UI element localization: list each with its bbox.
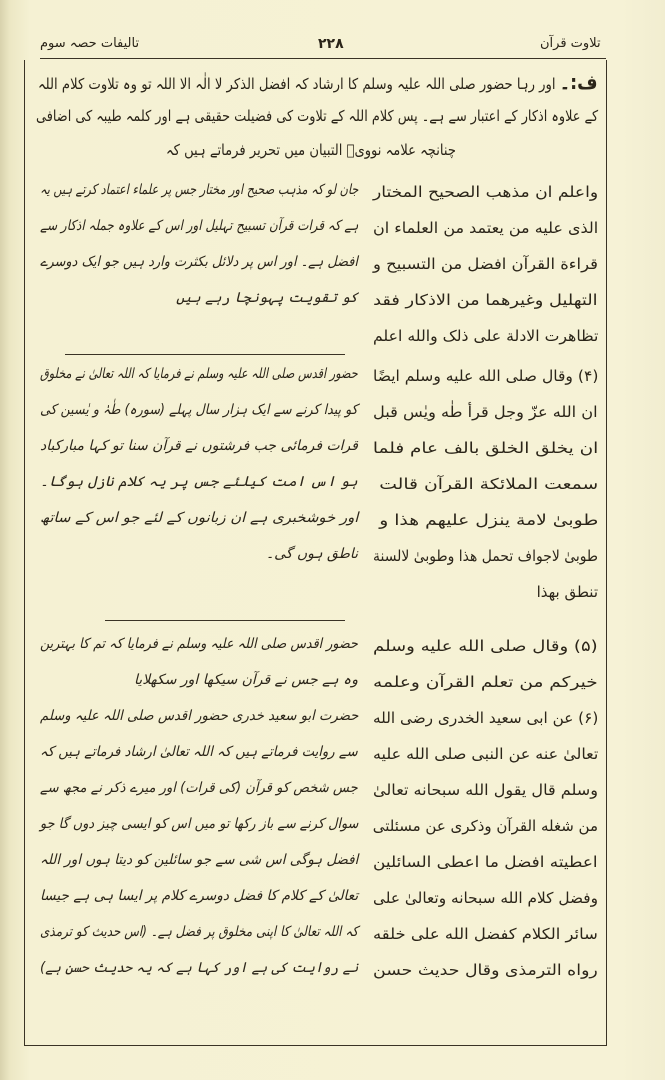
arabic-text-line: خیرکم من تعلم القرآن وعلمه: [373, 673, 598, 691]
urdu-translation-line: افضل ہے۔ اور اس پر دلائل بکثرت وارد ہیں جو ایک دوسرے: [40, 254, 358, 270]
urdu-translation-line: ناطق ہوں گی۔: [265, 546, 358, 562]
intro-line-1: [38, 72, 598, 94]
arabic-text-line: سائر الکلام کفضل الله علی خلقه: [373, 925, 598, 943]
arabic-text-line: الذی علیه من یعتمد من العلماء ان: [372, 219, 598, 237]
arabic-text-line: (۴) وقال صلی الله علیه وسلم ایضًا: [372, 367, 598, 385]
running-header-book-title: تالیفات حصہ سوم: [40, 36, 140, 51]
intro-line-3: چنانچہ علامہ نوویؒ التبیان میں تحریر فرماتے ہیں کہ: [166, 141, 456, 159]
intro-line-2: کے علاوہ اذکار کے اعتبار سے ہے۔ پس کلام اللہ کے تلاوت کی فضیلت حقیقی ہے اور کلمہ طیبہ کی اضافی: [35, 107, 598, 125]
arabic-text-line: سمعت الملائكة القرآن قالت: [378, 475, 598, 493]
header-rule: [40, 58, 606, 59]
urdu-translation-line: سوال کرنے سے باز رکھا تو میں اس کو ایسی چیز دوں گا جو: [39, 816, 358, 832]
urdu-translation-line: حضرت ابو سعید خدری حضور اقدس صلی اللہ علیہ وسلم: [39, 708, 358, 724]
urdu-translation-line: افضل ہوگی اس شی سے جو سائلین کو دیتا ہوں اور اللہ: [39, 852, 358, 868]
section-divider: [65, 354, 345, 355]
fayda-marker: ف:۔: [560, 70, 598, 94]
urdu-translation-line: جان لو کہ مذہب صحیح اور مختار جس پر علماء اعتماد کرتے ہیں یہ: [39, 182, 358, 198]
text-frame: [24, 60, 607, 1046]
urdu-translation-line: جس شخص کو قرآن (کی قرات) اور میرے ذکر نے مجھ سے: [40, 780, 358, 796]
arabic-text-line: تنطق بهذا: [536, 583, 598, 601]
arabic-text-line: وفضل کلام الله سبحانه وتعالیٰ علی: [372, 889, 598, 907]
urdu-translation-line: حضور اقدس صلی اللہ علیہ وسلم نے فرمایا کہ تم کا بہترین: [40, 636, 358, 652]
arabic-text-line: (۵) وقال صلی الله علیه وسلم: [373, 637, 598, 655]
arabic-text-line: رواه الترمذی وقال حدیث حسن: [373, 961, 598, 979]
urdu-translation-line: کو تقویت پہونچا رہے ہیں: [176, 290, 358, 306]
arabic-text-line: اعطیته افضل ما اعطی السائلین: [373, 853, 598, 871]
urdu-translation-line: کہ اللہ تعالیٰ کا اپنی مخلوق پر فضل ہے۔ (اس حدیث کو ترمذی: [39, 924, 358, 940]
arabic-text-line: التهليل وغيرهما من الاذكار فقد: [373, 291, 598, 309]
urdu-translation-line: ہے کہ قرات قرآن تسبیح تہلیل اور اس کے علاوہ جملہ اذکار سے: [39, 218, 358, 234]
arabic-text-line: (۶) عن ابی سعید الخدری رضی الله: [372, 709, 598, 727]
arabic-text-line: تظاهرت الادلة علی ذلک والله اعلم: [372, 327, 598, 345]
urdu-translation-line: کو پیدا کرنے سے ایک ہزار سال پہلے (سورہ) طٰہٰ و یٰسین کی: [40, 402, 358, 418]
urdu-translation-line: تعالیٰ کے کلام کا فضل دوسرے کلام پر ایسا ہی ہے جیسا: [39, 888, 358, 904]
arabic-text-line: طوبیٰ لامة ینزل علیهم هذا و: [378, 511, 598, 529]
intro-text-1: اور رہا حضور صلی اللہ علیہ وسلم کا ارشاد کہ افضل الذکر لا الٰہ الا اللہ تو وہ تلاوت کلام اللہ: [38, 75, 557, 93]
arabic-text-line: واعلم ان مذهب الصحيح المختار: [372, 183, 598, 201]
urdu-translation-line: وہ ہے جس نے قرآن سیکھا اور سکھلایا: [134, 672, 358, 688]
running-header-chapter-title: تلاوت قرآن: [540, 36, 601, 51]
arabic-text-line: وسلم قال یقول الله سبحانه تعالیٰ: [372, 781, 598, 799]
urdu-translation-line: اور خوشخبری ہے ان زبانوں کے لئے جو اس کے ساتھ: [39, 510, 358, 526]
arabic-text-line: من شغله القرآن وذکری عن مسئلتی: [372, 817, 598, 835]
page-number: ۲۲۸: [318, 36, 344, 52]
urdu-translation-line: ہو اس امت کیلئے جس پر یہ کلام نازل ہوگا۔: [40, 474, 358, 490]
arabic-text-line: ان الله عزّ وجل قرأ طٰه ویٰس قبل: [373, 403, 598, 421]
urdu-translation-line: قرات فرمائی جب فرشتوں نے قرآن سنا تو کہا مبارکباد: [40, 438, 358, 454]
arabic-text-line: تعالیٰ عنه عن النبی صلی الله علیه: [372, 745, 598, 763]
urdu-translation-line: حضور اقدس صلی اللہ علیہ وسلم نے فرمایا کہ اللہ تعالیٰ نے مخلوق: [40, 366, 358, 382]
arabic-text-line: قراءة القرآن افضل من التسبيح و: [373, 255, 598, 273]
urdu-translation-line: نے روایت کی ہے اور کہا ہے کہ یہ حدیث حسن ہے): [39, 960, 358, 976]
section-divider: [105, 620, 345, 621]
urdu-translation-line: سے روایت فرماتے ہیں کہ اللہ تعالیٰ ارشاد فرماتے ہیں کہ: [40, 744, 358, 760]
arabic-text-line: ان یخلق الخلق بالف عام فلما: [372, 439, 598, 457]
arabic-text-line: طوبیٰ لاجواف تحمل هذا وطوبیٰ لالسنة: [372, 547, 598, 565]
